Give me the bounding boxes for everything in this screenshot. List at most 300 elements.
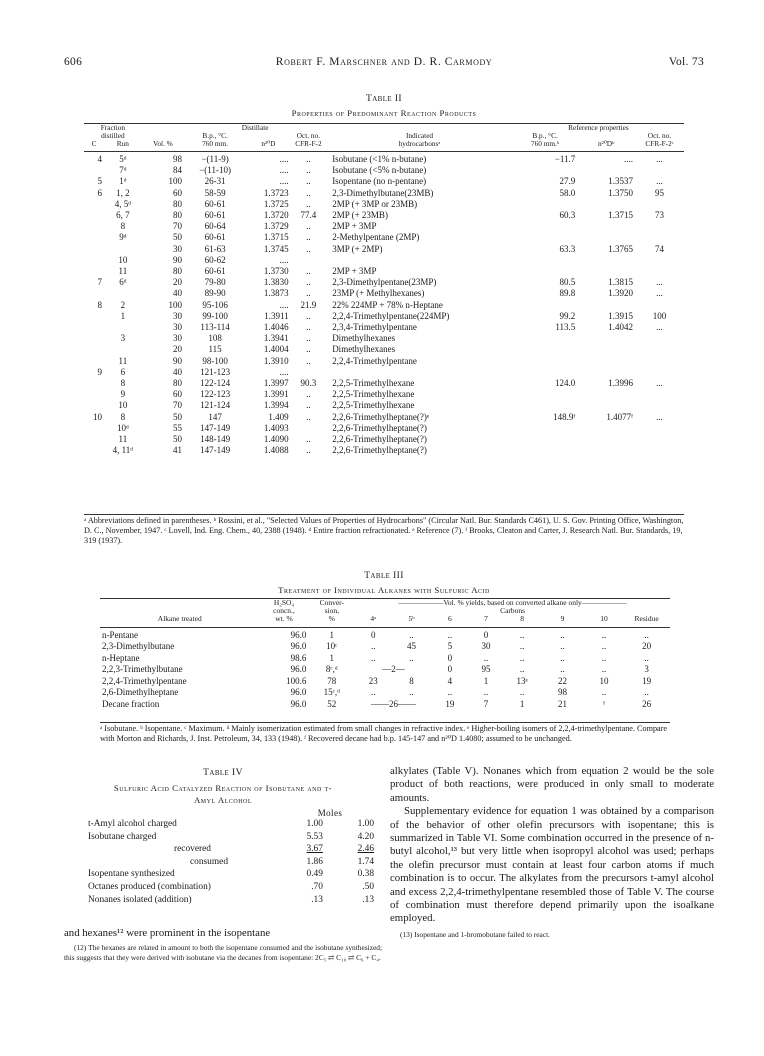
- t2-cell-rbp: 148.9ᶠ: [553, 411, 576, 422]
- t3-cell-c5: ..: [409, 629, 414, 640]
- t2-cell-roct: [635, 333, 684, 344]
- t3-cell-c8: 13ᵉ: [516, 675, 528, 686]
- t2-cell-run: 6: [120, 366, 126, 377]
- th3-h2so4-2: concn.,: [273, 606, 295, 616]
- th-ref-mm: 760 mm.ᵇ: [530, 139, 560, 148]
- t3-cell-conv: 8ᶜ,ᵈ: [325, 664, 338, 675]
- t2-cell-vol: 20: [172, 277, 182, 288]
- table-row: [84, 288, 684, 299]
- t4-cell-label: Nonanes isolated (addition): [88, 894, 192, 905]
- table-row: [86, 856, 376, 869]
- th-mm: 760 mm.: [202, 139, 229, 148]
- t3-cell-h: 96.0: [290, 664, 307, 675]
- t2-cell-bp: 58-59: [204, 187, 226, 198]
- table-row: [84, 154, 684, 165]
- table-row: [84, 165, 684, 176]
- t2-cell-oct: [291, 423, 327, 434]
- t2-cell-hc: 2,2,6-Trimethylheptane(?)ᵉ: [332, 411, 430, 422]
- t3-cell-alkane: 2,2,4-Trimethylpentane: [102, 675, 187, 686]
- t2-cell-roct: [635, 232, 684, 243]
- t2-cell-rbp: 113.5: [555, 322, 576, 333]
- t3-cell-conv: 1: [329, 652, 335, 663]
- t2-cell-run: 9ᵈ: [119, 232, 127, 243]
- t2-cell-hc: 2,3-Dimethylbutane(23MB): [332, 187, 434, 198]
- t3-cell-c5: ..: [409, 652, 414, 663]
- t2-cell-rbp: 27.9: [559, 176, 576, 187]
- t2-cell-nd: 1.3830: [263, 277, 289, 288]
- t3-cell-res: 26: [642, 698, 652, 709]
- t2-cell-rbp: [513, 165, 577, 176]
- t2-cell-rnd: 1.3715: [608, 210, 634, 221]
- t2-cell-rbp: [513, 434, 577, 445]
- t2-cell-vol: 40: [172, 288, 182, 299]
- t2-cell-oct: ..: [306, 176, 311, 187]
- table-row: [84, 176, 684, 187]
- t2-cell-bp: 79-80: [204, 277, 226, 288]
- t2-cell-c: [84, 288, 104, 299]
- th-vol: Vol. %: [153, 139, 173, 148]
- t2-cell-bp: −(11-10): [199, 165, 231, 176]
- t4-cell-b: 1.00: [357, 819, 374, 829]
- t2-cell-hc: 2,2,6-Trimethylheptane(?): [332, 434, 427, 445]
- footnote-12: (12) The hexanes are related in amount to both the isopentane consumed and the isobutane synthesized; this suggests that they were derived with isobutane via the decanes from isopentane: 2C₅ ⇄ C₁₀ ⇄ C₆ + C₄.: [64, 943, 382, 962]
- t2-cell-run: 11: [118, 266, 128, 277]
- t2-cell-run: 10: [118, 254, 128, 265]
- t3-cell-c8: ..: [519, 652, 525, 663]
- t3-cell-c4: 0: [371, 629, 376, 640]
- t4-cell-a: .13: [311, 894, 323, 905]
- t2-cell-c: [84, 221, 104, 232]
- t2-cell-c: [84, 389, 104, 400]
- t3-cell-c6: 0: [447, 652, 453, 663]
- t2-cell-rnd: [577, 221, 635, 232]
- table-row: [84, 400, 684, 411]
- t2-cell-rbp: 89.8: [559, 288, 576, 299]
- t3-cell-h: 98.6: [290, 652, 307, 663]
- t2-cell-hc: 2-Methylpentane (2MP): [332, 232, 420, 243]
- t2-cell-rbp: 58.0: [559, 187, 576, 198]
- t3-cell-alkane: n-Pentane: [102, 629, 138, 640]
- t3-cell-c9: ..: [560, 664, 565, 675]
- table3: [100, 599, 670, 710]
- t2-cell-run: 10ᵈ: [116, 422, 129, 433]
- t2-cell-rnd: [577, 445, 635, 456]
- t2-cell-oct: ..: [306, 310, 311, 321]
- t2-cell-c: [84, 199, 104, 210]
- t2-cell-rnd: [577, 344, 635, 355]
- table2-label: Table II: [366, 94, 402, 104]
- t3-cell-c6: ..: [447, 629, 453, 640]
- t2-cell-hc: 2,3-Dimethylpentane(23MP): [332, 277, 437, 288]
- t2-cell-run: 7ᵈ: [119, 165, 127, 176]
- table-row: [84, 412, 684, 423]
- th3-c9: 9: [560, 614, 565, 624]
- th-ref-bp: B.p., °C.: [532, 131, 558, 140]
- t2-cell-rnd: 1.3915: [608, 310, 634, 321]
- t2-cell-c: [84, 333, 104, 344]
- table4-title-2: Amyl Alcohol: [193, 795, 253, 805]
- t2-cell-c: [84, 322, 104, 333]
- table-row: [84, 445, 684, 456]
- t2-cell-run: 1: [120, 310, 126, 321]
- t2-cell-rnd: 1.3815: [608, 277, 634, 288]
- t2-cell-vol: 40: [172, 366, 182, 377]
- t2-cell-bp: 89-90: [204, 288, 226, 299]
- t2-cell-run: 5ᵈ: [119, 154, 127, 164]
- t2-cell-oct: ..: [306, 154, 311, 164]
- t2-cell-oct: ..: [306, 389, 311, 400]
- t2-cell-c: [84, 244, 104, 255]
- t2-cell-run: 4, 5ᵈ: [114, 198, 132, 209]
- th-distillate: Distillate: [241, 123, 269, 132]
- t2-cell-hc: 2,2,5-Trimethylhexane: [332, 400, 415, 411]
- t2-cell-run: 2: [120, 299, 126, 310]
- t2-cell-rbp: [513, 344, 577, 355]
- t3-cell-alkane: 2,2,3-Trimethylbutane: [102, 664, 183, 675]
- t3-cell-c4: —2—: [382, 664, 405, 675]
- t2-cell-oct: ..: [306, 445, 311, 456]
- table4-title-1: Sulfuric Acid Catalyzed Reaction of Isobutane and t-: [113, 783, 333, 793]
- th-reference: Reference properties: [568, 123, 629, 132]
- t2-cell-c: [84, 400, 104, 411]
- t2-cell-roct: ...: [656, 411, 663, 422]
- t2-cell-roct: [635, 434, 684, 445]
- t2-cell-nd: 1.4088: [263, 445, 289, 456]
- t2-cell-nd: ....: [279, 165, 289, 176]
- table-row: [84, 255, 684, 266]
- th3-c7: 7: [484, 614, 488, 624]
- t2-cell-bp: 26-31: [204, 176, 226, 187]
- t2-cell-roct: ...: [656, 322, 663, 333]
- t2-cell-vol: 70: [172, 400, 182, 411]
- table-row: [100, 699, 670, 711]
- t2-cell-bp: 122-124: [200, 378, 231, 389]
- t2-cell-nd: ....: [279, 154, 289, 164]
- t3-cell-alkane: Decane fraction: [102, 698, 160, 709]
- t3-cell-alkane: 2,3-Dimethylbutane: [102, 641, 175, 652]
- t4-cell-a: 5.53: [306, 831, 323, 842]
- t2-cell-vol: 90: [172, 254, 182, 265]
- t2-cell-vol: 98: [172, 154, 182, 164]
- t2-cell-run: [104, 344, 142, 355]
- t3-cell-c5: ..: [409, 687, 414, 698]
- th3-conv-3: %: [328, 614, 335, 624]
- t2-cell-oct: ..: [306, 411, 311, 422]
- t2-cell-run: 3: [120, 333, 126, 344]
- t2-cell-vol: 30: [172, 310, 182, 321]
- t3-cell-c8: ..: [519, 641, 525, 652]
- t2-cell-vol: 50: [172, 434, 182, 445]
- table-row: [86, 868, 376, 881]
- t3-cell-c7: ..: [483, 687, 489, 698]
- t2-cell-c: 9: [97, 366, 102, 377]
- t2-cell-vol: 80: [172, 378, 182, 389]
- t2-cell-oct: ..: [306, 400, 311, 411]
- t3-cell-c4: ..: [371, 687, 376, 698]
- t2-cell-run: 9: [120, 389, 126, 400]
- table-row: [84, 367, 684, 378]
- t2-cell-hc: 2,2,5-Trimethylhexane: [332, 378, 415, 389]
- t2-cell-roct: ...: [656, 154, 663, 164]
- t2-cell-c: 7: [97, 277, 102, 288]
- t3-cell-alkane: n-Heptane: [102, 652, 140, 663]
- t2-cell-rnd: 1.3537: [608, 176, 634, 187]
- t2-cell-oct: ..: [306, 288, 311, 299]
- table-row: [84, 356, 684, 367]
- t2-cell-roct: [635, 266, 684, 277]
- t4-cell-a: 1.00: [306, 819, 323, 829]
- t4-cell-a: 1.86: [306, 856, 323, 867]
- th-distilled: distilled: [101, 131, 125, 140]
- page-number: 606: [64, 56, 83, 68]
- t3-cell-h: 100.6: [286, 675, 307, 686]
- t2-cell-rbp: [513, 423, 577, 434]
- t2-cell-bp: 61-63: [204, 243, 226, 254]
- t2-cell-hc: 2MP (+ 23MB): [332, 210, 388, 221]
- t4-cell-a: .70: [311, 881, 323, 892]
- t2-cell-run: [104, 244, 142, 255]
- table-row: [84, 389, 684, 400]
- t2-cell-nd: ....: [279, 366, 289, 377]
- table-row: [84, 232, 684, 243]
- t3-cell-c10: ..: [601, 664, 607, 675]
- t2-cell-rbp: [513, 356, 577, 367]
- t2-cell-vol: 100: [168, 299, 182, 310]
- t2-cell-roct: 95: [655, 187, 665, 198]
- t2-cell-run: 4, 11ᵈ: [112, 445, 134, 456]
- t2-cell-c: [84, 255, 104, 266]
- right-paragraph-2: Supplementary evidence for equation 1 was obtained by a comparison of the behavior of other olefin precursors with isopentane; this is summarized in Table VI. Some combination occurred in the presence of n-butyl alcohol,¹³ but very little when isopropyl alcohol was used; perhaps the olefin precursor must contain at least four carbon atoms if much combination is to occur. The alkylates from the precursors t-amyl alcohol and excess 2,2,4-trimethylpentane resembled those of Table V. The course of combination must therefore depend primarily upon the isoalkane employed.: [390, 805, 714, 925]
- t2-cell-hc: Dimethylhexanes: [332, 344, 396, 355]
- t2-cell-c: [84, 445, 104, 456]
- t3-cell-c9: 21: [558, 698, 568, 709]
- t3-cell-c7: 30: [481, 641, 491, 652]
- th-cfr: CFR-F-2: [295, 139, 322, 148]
- t2-cell-roct: [635, 300, 684, 311]
- t2-cell-rnd: ....: [624, 154, 634, 164]
- th-ref-nd: n²⁰Dᵇ: [598, 139, 615, 148]
- t4-cell-label: recovered: [174, 844, 211, 855]
- t4-cell-label: consumed: [190, 856, 229, 867]
- t3-cell-c7: 0: [483, 629, 489, 640]
- t3-cell-c10: ..: [601, 641, 607, 652]
- t2-cell-nd: 1.4093: [263, 422, 289, 433]
- t3-cell-c8: 1: [519, 698, 525, 709]
- table-row: [84, 199, 684, 210]
- table4: [86, 818, 376, 906]
- t3-cell-c8: ..: [519, 629, 525, 640]
- table-row: [84, 300, 684, 311]
- t2-cell-oct: ..: [306, 243, 311, 254]
- table4-moles-header: Moles: [317, 808, 343, 818]
- t4-cell-b: 2.46: [357, 844, 374, 855]
- t4-cell-b: .50: [362, 881, 374, 892]
- t2-cell-c: [84, 232, 104, 243]
- t2-cell-bp: −(11-9): [201, 154, 229, 164]
- t2-cell-run: 1, 2: [116, 187, 130, 198]
- t3-cell-conv: 78: [327, 675, 337, 686]
- t2-cell-bp: 115: [208, 344, 222, 355]
- t3-cell-c6: 5: [447, 641, 453, 652]
- t2-cell-nd: 1.3723: [263, 187, 289, 198]
- th3-c4: 4ᵃ: [370, 614, 377, 624]
- t2-cell-rbp: [513, 266, 577, 277]
- t4-cell-a: 3.67: [306, 844, 323, 855]
- t2-cell-run: 6ᵈ: [119, 277, 127, 288]
- t3-cell-res: ..: [644, 629, 649, 640]
- t3-cell-conv: 10ᶜ: [326, 641, 338, 652]
- t2-cell-nd: 1.409: [268, 411, 289, 422]
- th-c: C: [91, 139, 97, 148]
- th-fraction: Fraction: [100, 123, 126, 132]
- table-row: [100, 664, 670, 676]
- t2-cell-nd: 1.4090: [263, 434, 289, 445]
- t2-cell-rnd: [577, 266, 635, 277]
- t2-cell-roct: ...: [656, 378, 663, 389]
- t3-cell-conv: 1: [329, 629, 335, 640]
- t2-cell-nd: 1.4046: [263, 322, 289, 333]
- table3-footnotes: ᵃ Isobutane. ᵇ Isopentane. ᶜ Maximum. ᵈ Mainly isomerization estimated from small changes in refractive index. ᵉ Higher-boiling isomers of 2,2,4-trimethylpentane. Compare with Morton and Richards, J. Inst. Petroleum, 34, 133 (1948). ᶠ Recovered decane had b.p. 145-147 and n²⁰D 1.4080; assumed to be unchanged.: [100, 724, 668, 743]
- table3-title: Treatment of Individual Alkanes with Sulfuric Acid: [278, 585, 490, 595]
- th3-c8: 8: [520, 614, 525, 624]
- t2-cell-bp: 148-149: [200, 434, 231, 445]
- t2-cell-roct: 100: [652, 310, 667, 321]
- t2-cell-c: [84, 165, 104, 176]
- t2-cell-bp: 108: [208, 333, 222, 344]
- t3-cell-c10: 10: [599, 675, 609, 686]
- t2-cell-hc: [326, 255, 513, 266]
- t2-cell-nd: 1.3994: [263, 400, 289, 411]
- t2-cell-nd: 1.3729: [263, 221, 289, 232]
- th3-c10: 10: [600, 614, 608, 624]
- t2-cell-hc: 2,3,4-Trimethylpentane: [332, 322, 417, 333]
- t2-cell-bp: 60-61: [204, 232, 226, 243]
- t3-cell-c9: ..: [560, 641, 565, 652]
- table-row: [86, 894, 376, 907]
- t4-cell-label: t-Amyl alcohol charged: [88, 819, 177, 829]
- t2-cell-rnd: 1.3920: [608, 288, 634, 299]
- t3-cell-c7: 95: [481, 664, 491, 675]
- t2-cell-rnd: 1.3750: [608, 187, 634, 198]
- t2-cell-hc: 2MP (+ 3MP or 23MB): [332, 198, 418, 209]
- table-row: [100, 676, 670, 688]
- t3-cell-c8: ..: [519, 687, 525, 698]
- table2-title: Properties of Predominant Reaction Products: [291, 108, 477, 118]
- t2-cell-nd: ....: [279, 299, 289, 310]
- th-indicated: Indicated: [405, 131, 434, 140]
- t2-cell-hc: 2MP + 3MP: [332, 221, 377, 232]
- t2-cell-hc: 22% 224MP + 78% n-Heptane: [332, 299, 443, 310]
- t2-cell-nd: 1.3725: [263, 198, 289, 209]
- t2-cell-c: 5: [97, 176, 102, 187]
- table3-bottom-rule: [100, 722, 670, 723]
- th3-yields: ——————Vol. % yields, based on converted alkane only——————: [398, 598, 627, 607]
- t2-cell-oct: [291, 255, 327, 266]
- t3-cell-c9: ..: [560, 629, 565, 640]
- t2-cell-nd: 1.3730: [263, 266, 289, 277]
- t2-cell-vol: 80: [172, 210, 182, 221]
- t2-cell-oct: ..: [306, 333, 311, 344]
- t2-cell-hc: 2,2,4-Trimethylpentane(224MP): [332, 310, 450, 321]
- t4-cell-b: 4.20: [357, 831, 374, 842]
- t3-cell-alkane: 2,6-Dimethylheptane: [102, 687, 179, 698]
- table3-label: Table III: [364, 571, 404, 581]
- left-paragraph: and hexanes¹² were prominent in the isopentane: [64, 927, 271, 939]
- t4-cell-b: 0.38: [357, 869, 374, 880]
- table4-label: Table IV: [203, 768, 243, 778]
- table2-footnotes: ᵃ Abbreviations defined in parentheses. ᵇ Rossini, et al., "Selected Values of Properties of Hydrocarbons" (Circular Natl. Bur. Standards C461), U. S. Gov. Printing Office, Washington, D. C., November, 1947. ᶜ Lovell, Ind. Eng. Chem., 40, 2388 (1948). ᵈ Entire fraction refractionated. ᵉ Reference (7). ᶠ Brooks, Cleaton and Carter, J. Research Natl. Bur. Standards, 19, 319 (1937).: [84, 516, 684, 545]
- table-row: [86, 881, 376, 894]
- t3-cell-h: 96.0: [290, 698, 307, 709]
- t2-cell-vol: 60: [172, 187, 182, 198]
- t2-cell-vol: 30: [172, 322, 182, 333]
- t2-cell-rbp: 99.2: [559, 310, 576, 321]
- th3-conv-2: sion,: [324, 606, 339, 616]
- table-row: [100, 630, 670, 642]
- t2-cell-roct: [635, 445, 684, 456]
- th-ref-oct: Oct. no.: [647, 131, 672, 140]
- t2-cell-bp: 113-114: [200, 322, 230, 333]
- t2-cell-nd: 1.3715: [263, 232, 289, 243]
- t3-cell-c7: 1: [483, 675, 489, 686]
- right-column-text: [390, 765, 714, 939]
- t2-cell-oct: [291, 367, 327, 378]
- t2-cell-rnd: [577, 232, 635, 243]
- th-nd: n²⁰D: [261, 139, 276, 148]
- t3-cell-c7: 7: [483, 698, 489, 709]
- table-row: [86, 818, 376, 831]
- t2-cell-rnd: [577, 423, 635, 434]
- t2-cell-roct: [635, 389, 684, 400]
- t2-cell-rbp: −11.7: [554, 154, 576, 164]
- t3-cell-res: 3: [644, 664, 649, 675]
- t2-cell-nd: ....: [279, 254, 289, 265]
- t3-cell-res: 19: [642, 675, 652, 686]
- t2-cell-rbp: 124.0: [555, 378, 576, 389]
- t3-cell-c10: ..: [601, 687, 607, 698]
- t2-cell-nd: 1.4004: [263, 344, 289, 355]
- running-authors: Robert F. Marschner and D. R. Carmody: [275, 56, 493, 68]
- t2-cell-c: [84, 423, 104, 434]
- t2-cell-oct: 77.4: [300, 210, 317, 221]
- t2-cell-c: [84, 311, 104, 322]
- table-row: [100, 653, 670, 665]
- t2-cell-hc: Isopentane (no n-pentane): [332, 176, 427, 187]
- t2-cell-oct: ..: [306, 221, 311, 232]
- t3-cell-c6: ..: [447, 687, 453, 698]
- t2-cell-vol: 60: [172, 389, 182, 400]
- footnote-13: (13) Isopentane and 1-bromobutane failed to react.: [400, 929, 551, 939]
- table-row: [86, 843, 376, 856]
- th3-c6: 6: [447, 614, 452, 624]
- t2-cell-bp: 99-100: [202, 310, 228, 321]
- t2-cell-bp: 60-62: [204, 254, 226, 265]
- t2-cell-oct: ..: [306, 165, 311, 176]
- t2-cell-oct: ..: [306, 322, 311, 333]
- t3-cell-res: ..: [644, 652, 649, 663]
- t2-cell-rnd: 1.3765: [608, 243, 634, 254]
- t2-cell-vol: 50: [172, 411, 182, 422]
- t2-cell-nd: 1.3720: [263, 210, 289, 221]
- th-oct: Oct. no.: [296, 131, 321, 140]
- t2-cell-oct: ..: [306, 232, 311, 243]
- t2-cell-c: [84, 378, 104, 389]
- table-row: [84, 434, 684, 445]
- table-row: [84, 344, 684, 355]
- t2-cell-hc: 2,2,6-Trimethylheptane(?): [332, 422, 427, 433]
- t3-cell-c4: ..: [371, 652, 376, 663]
- left-column-text: [64, 927, 382, 962]
